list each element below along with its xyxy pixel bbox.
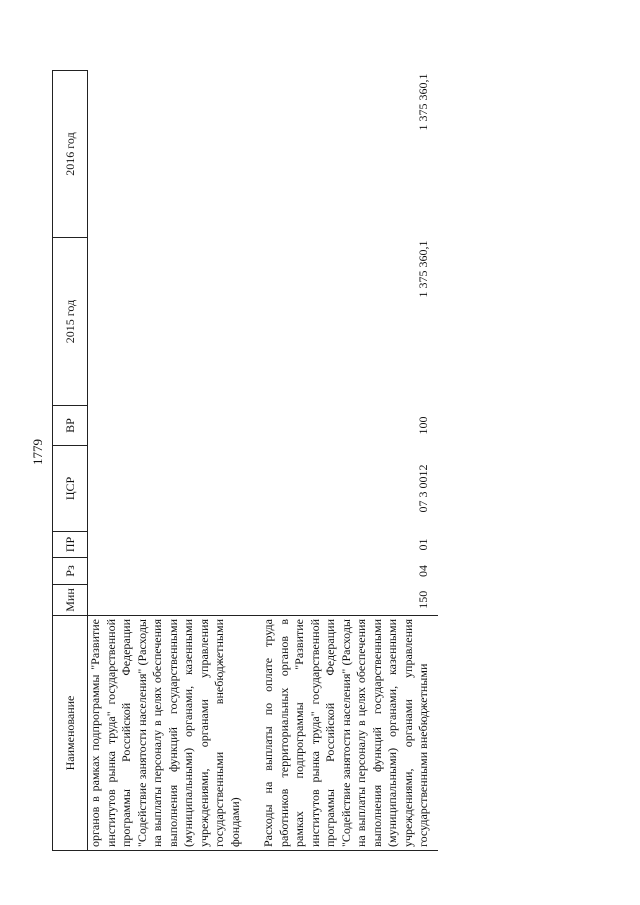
row-name: Расходы на выплаты по оплате труда работников территориальных органов в рамках подпрограммы "Развитие институтов рынка труда" государственной программы Российской Федерации "Содействие занятости населения" (Расходы на выплаты персоналу в целях обеспечения выполнения функций государственными (муниципальными) органами, казенными учреждениями, органами управления государственными внебюджетными — [249, 616, 438, 851]
table-row — [249, 71, 438, 851]
header-rz: Рз — [53, 558, 88, 585]
row-name: органов в рамках подпрограммы "Развитие институтов рынка труда" государственной программы Российской Федерации "Содействие занятости населения" (Расходы на выплаты персоналу в целях обеспечения выполнения функций государственными (муниципальными) органами, казенными учреждениями, органами управления государственными внебюджетными фондами) — [88, 616, 250, 851]
header-2016: 2016 год — [53, 71, 88, 238]
header-2015: 2015 год — [53, 238, 88, 406]
row-rz: 04 — [416, 565, 430, 577]
header-min: Мин — [53, 585, 88, 616]
row-min: 150 — [416, 590, 430, 609]
row-csr — [88, 446, 250, 532]
table-row — [88, 71, 250, 851]
row-amount-2016: 1 375 360,1 — [416, 73, 430, 131]
row-rz — [88, 558, 250, 585]
budget-table — [52, 70, 438, 851]
header-pr: ПР — [53, 532, 88, 558]
header-csr: ЦСР — [53, 446, 88, 532]
page-number: 1779 — [30, 439, 45, 465]
row-pr — [88, 532, 250, 558]
table-header-row — [53, 71, 88, 851]
row-min — [88, 585, 250, 616]
row-amount-2016 — [88, 71, 250, 238]
header-vr: ВР — [53, 406, 88, 446]
row-vr: 100 — [416, 416, 430, 435]
row-csr: 07 3 0012 — [416, 464, 430, 513]
row-amount-2015: 1 375 360,1 — [416, 240, 430, 298]
row-vr — [88, 406, 250, 446]
header-name: Наименование — [53, 616, 88, 851]
row-amount-2015 — [88, 238, 250, 406]
row-pr: 01 — [416, 538, 430, 551]
